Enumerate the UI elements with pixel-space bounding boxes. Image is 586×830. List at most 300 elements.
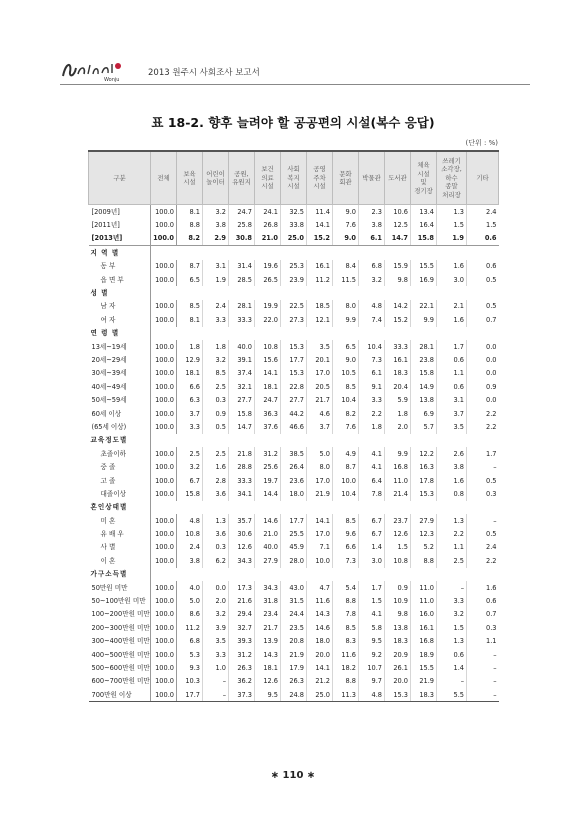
group-header-row xyxy=(89,434,499,447)
data-cell: 18.1 xyxy=(177,367,203,380)
data-cell: 10.3 xyxy=(177,675,203,688)
data-cell: 23.8 xyxy=(411,353,437,366)
column-header: 도서관 xyxy=(385,151,411,205)
data-cell: 1.7 xyxy=(359,581,385,594)
data-cell: 22.8 xyxy=(281,380,307,393)
table-row xyxy=(89,648,499,661)
table-row xyxy=(89,675,499,688)
data-cell: 18.2 xyxy=(333,661,359,674)
data-cell: 23.4 xyxy=(255,608,281,621)
data-cell: 3.0 xyxy=(437,273,467,286)
data-cell: 100.0 xyxy=(151,474,177,487)
data-cell: 28.0 xyxy=(281,554,307,567)
table-row xyxy=(89,447,499,460)
data-cell: 7.6 xyxy=(333,218,359,231)
data-cell: 3.9 xyxy=(203,621,229,634)
data-cell: 100.0 xyxy=(151,205,177,219)
data-cell: 2.0 xyxy=(385,420,411,433)
data-cell: 12.3 xyxy=(411,527,437,540)
data-cell: 24.8 xyxy=(281,688,307,702)
table-row xyxy=(89,635,499,648)
data-cell: – xyxy=(467,661,499,674)
data-cell: 24.7 xyxy=(255,393,281,406)
data-cell: 100.0 xyxy=(151,635,177,648)
data-cell: 3.8 xyxy=(177,554,203,567)
data-cell: 29.4 xyxy=(229,608,255,621)
row-label: 100~200만원 미만 xyxy=(89,608,151,621)
data-cell: 12.1 xyxy=(307,313,333,326)
data-cell: 1.9 xyxy=(437,232,467,246)
table-body xyxy=(89,205,499,702)
data-cell: 8.8 xyxy=(177,218,203,231)
data-cell: 18.1 xyxy=(255,380,281,393)
row-label: 50세~59세 xyxy=(89,393,151,406)
data-cell: 21.2 xyxy=(307,675,333,688)
data-cell: 1.7 xyxy=(467,447,499,460)
data-cell: 14.6 xyxy=(255,514,281,527)
table-row xyxy=(89,581,499,594)
table-row xyxy=(89,594,499,607)
data-cell: 17.9 xyxy=(281,661,307,674)
group-label: 혼인상태별 xyxy=(89,501,151,514)
data-cell: 9.9 xyxy=(411,313,437,326)
data-cell: 10.5 xyxy=(333,367,359,380)
data-cell: – xyxy=(467,688,499,702)
data-cell: 37.4 xyxy=(229,367,255,380)
data-cell: 15.9 xyxy=(385,260,411,273)
data-cell: 2.5 xyxy=(203,380,229,393)
data-cell: 15.8 xyxy=(411,367,437,380)
data-cell: 6.5 xyxy=(177,273,203,286)
data-cell: 11.2 xyxy=(177,621,203,634)
data-cell: 100.0 xyxy=(151,393,177,406)
data-cell: 100.0 xyxy=(151,367,177,380)
row-label: 읍 면 부 xyxy=(89,273,151,286)
table-row xyxy=(89,353,499,366)
data-cell: 14.3 xyxy=(307,608,333,621)
data-cell: 25.5 xyxy=(281,527,307,540)
data-cell: 10.4 xyxy=(359,340,385,353)
data-cell: 0.0 xyxy=(467,353,499,366)
data-cell: 0.0 xyxy=(467,367,499,380)
data-cell: 7.6 xyxy=(333,420,359,433)
table-row xyxy=(89,205,499,219)
data-cell: 10.9 xyxy=(385,594,411,607)
data-cell: 15.3 xyxy=(385,688,411,702)
table-row xyxy=(89,380,499,393)
data-cell: 15.8 xyxy=(177,487,203,500)
data-cell: 16.1 xyxy=(385,353,411,366)
data-cell: 8.1 xyxy=(177,313,203,326)
data-cell: 10.8 xyxy=(255,340,281,353)
data-cell: 100.0 xyxy=(151,661,177,674)
data-cell: 30.8 xyxy=(229,232,255,246)
data-cell: 18.0 xyxy=(281,487,307,500)
data-cell: 13.9 xyxy=(255,635,281,648)
data-cell: 23.5 xyxy=(281,621,307,634)
data-cell: 6.3 xyxy=(177,393,203,406)
data-cell: 15.5 xyxy=(411,260,437,273)
data-cell: 5.8 xyxy=(359,621,385,634)
data-cell: 2.6 xyxy=(437,447,467,460)
data-cell: 15.2 xyxy=(307,232,333,246)
data-cell: 0.5 xyxy=(467,474,499,487)
page-number: ∗ 110 ∗ xyxy=(270,770,316,781)
data-cell: 14.7 xyxy=(385,232,411,246)
data-cell: 18.3 xyxy=(385,635,411,648)
data-cell: 45.9 xyxy=(281,541,307,554)
data-cell: 100.0 xyxy=(151,340,177,353)
data-cell: 31.4 xyxy=(229,260,255,273)
data-cell: 13.8 xyxy=(385,621,411,634)
data-cell: 17.8 xyxy=(411,474,437,487)
data-cell: 15.2 xyxy=(385,313,411,326)
data-cell: 26.5 xyxy=(255,273,281,286)
data-cell: 5.0 xyxy=(177,594,203,607)
data-cell: 7.8 xyxy=(359,487,385,500)
data-cell: 2.5 xyxy=(177,447,203,460)
data-cell: 18.5 xyxy=(307,300,333,313)
data-cell: 9.0 xyxy=(333,353,359,366)
data-cell: 1.1 xyxy=(437,541,467,554)
row-label: 남 자 xyxy=(89,300,151,313)
data-cell: 23.7 xyxy=(385,514,411,527)
data-cell: 11.0 xyxy=(411,581,437,594)
group-spacer xyxy=(151,568,499,581)
group-header-row xyxy=(89,286,499,299)
data-cell: 39.1 xyxy=(229,353,255,366)
data-cell: 0.3 xyxy=(467,621,499,634)
group-label: 가구소득별 xyxy=(89,568,151,581)
data-cell: 0.5 xyxy=(467,300,499,313)
data-cell: 0.3 xyxy=(467,487,499,500)
data-cell: 2.2 xyxy=(467,554,499,567)
data-cell: 6.8 xyxy=(359,260,385,273)
data-cell: 2.5 xyxy=(203,447,229,460)
data-cell: 10.4 xyxy=(333,393,359,406)
row-label: [2013년] xyxy=(89,232,151,246)
data-cell: 7.3 xyxy=(359,353,385,366)
data-cell: 100.0 xyxy=(151,581,177,594)
data-cell: 2.4 xyxy=(467,541,499,554)
data-cell: 11.5 xyxy=(333,273,359,286)
data-cell: 1.3 xyxy=(437,635,467,648)
data-cell: 15.5 xyxy=(411,661,437,674)
group-header-row xyxy=(89,327,499,340)
data-cell: 100.0 xyxy=(151,608,177,621)
data-cell: 14.1 xyxy=(255,367,281,380)
data-cell: 2.1 xyxy=(437,300,467,313)
row-label: 50~100만원 미만 xyxy=(89,594,151,607)
data-cell: 5.2 xyxy=(411,541,437,554)
data-cell: 30.6 xyxy=(229,527,255,540)
data-cell: 3.2 xyxy=(437,608,467,621)
table-row xyxy=(89,474,499,487)
data-cell: 20.8 xyxy=(281,635,307,648)
data-cell: 5.7 xyxy=(411,420,437,433)
data-cell: 7.1 xyxy=(307,541,333,554)
column-header: 공영 주차 시설 xyxy=(307,151,333,205)
data-cell: 13.4 xyxy=(411,205,437,219)
data-cell: 6.7 xyxy=(177,474,203,487)
data-cell: 4.6 xyxy=(307,407,333,420)
data-cell: 6.8 xyxy=(177,635,203,648)
data-cell: – xyxy=(467,514,499,527)
data-cell: 3.2 xyxy=(177,460,203,473)
row-label: 20세~29세 xyxy=(89,353,151,366)
data-cell: 8.0 xyxy=(333,300,359,313)
data-cell: 3.3 xyxy=(177,420,203,433)
data-cell: 4.8 xyxy=(177,514,203,527)
data-cell: 2.2 xyxy=(467,420,499,433)
data-cell: 22.0 xyxy=(255,313,281,326)
data-cell: 6.2 xyxy=(203,554,229,567)
data-cell: 9.0 xyxy=(333,232,359,246)
data-cell: 27.7 xyxy=(281,393,307,406)
data-cell: 100.0 xyxy=(151,541,177,554)
data-cell: 1.8 xyxy=(385,407,411,420)
data-cell: 33.3 xyxy=(229,474,255,487)
data-cell: 32.5 xyxy=(281,205,307,219)
data-cell: 1.6 xyxy=(437,260,467,273)
row-label: 13세~19세 xyxy=(89,340,151,353)
data-cell: 2.4 xyxy=(467,205,499,219)
data-cell: 2.4 xyxy=(203,300,229,313)
data-cell: 1.5 xyxy=(359,594,385,607)
data-cell: 21.0 xyxy=(255,232,281,246)
table-row xyxy=(89,260,499,273)
data-cell: 12.9 xyxy=(177,353,203,366)
data-cell: 100.0 xyxy=(151,380,177,393)
row-label: 중 졸 xyxy=(89,460,151,473)
table-row xyxy=(89,661,499,674)
data-cell: 31.5 xyxy=(281,594,307,607)
data-cell: 3.7 xyxy=(307,420,333,433)
data-cell: 15.3 xyxy=(281,340,307,353)
data-cell: 14.9 xyxy=(411,380,437,393)
data-cell: 28.8 xyxy=(229,460,255,473)
data-cell: 34.1 xyxy=(229,487,255,500)
data-cell: 16.9 xyxy=(411,273,437,286)
data-cell: 4.1 xyxy=(359,447,385,460)
data-cell: 6.1 xyxy=(359,367,385,380)
data-cell: 8.8 xyxy=(333,675,359,688)
table-row xyxy=(89,460,499,473)
table-header-row xyxy=(89,151,499,205)
data-cell: 10.8 xyxy=(385,554,411,567)
data-cell: 26.8 xyxy=(255,218,281,231)
data-cell: 13.8 xyxy=(411,393,437,406)
data-cell: 20.9 xyxy=(385,648,411,661)
data-cell: 28.5 xyxy=(229,273,255,286)
column-header: 체육 시설 및 경기장 xyxy=(411,151,437,205)
data-cell: 2.2 xyxy=(359,407,385,420)
unit-label: (단위 : %) xyxy=(465,139,498,147)
data-cell: 6.1 xyxy=(359,232,385,246)
data-cell: 100.0 xyxy=(151,447,177,460)
data-cell: 15.8 xyxy=(411,232,437,246)
row-label: 200~300만원 미만 xyxy=(89,621,151,634)
data-cell: 8.5 xyxy=(203,367,229,380)
table-row xyxy=(89,554,499,567)
data-cell: 16.4 xyxy=(411,218,437,231)
data-cell: 3.7 xyxy=(437,407,467,420)
data-cell: 10.7 xyxy=(359,661,385,674)
row-label: 60세 이상 xyxy=(89,407,151,420)
column-header: 박물관 xyxy=(359,151,385,205)
data-cell: 36.2 xyxy=(229,675,255,688)
row-label: [2009년] xyxy=(89,205,151,219)
column-header: 공원, 유원지 xyxy=(229,151,255,205)
data-cell: 4.8 xyxy=(359,300,385,313)
data-cell: 40.0 xyxy=(229,340,255,353)
data-cell: 16.1 xyxy=(307,260,333,273)
data-cell: 6.5 xyxy=(333,340,359,353)
data-cell: 19.6 xyxy=(255,260,281,273)
data-cell: 5.4 xyxy=(333,581,359,594)
data-cell: 12.6 xyxy=(255,675,281,688)
data-cell: 9.6 xyxy=(333,527,359,540)
data-cell: 10.8 xyxy=(177,527,203,540)
group-label: 지 역 별 xyxy=(89,246,151,260)
data-cell: 21.9 xyxy=(411,675,437,688)
data-cell: 6.9 xyxy=(411,407,437,420)
data-cell: 17.0 xyxy=(307,527,333,540)
data-cell: 18.0 xyxy=(307,635,333,648)
column-header: 사회 복지 시설 xyxy=(281,151,307,205)
data-cell: 23.9 xyxy=(281,273,307,286)
data-cell: 0.9 xyxy=(385,581,411,594)
data-cell: 1.3 xyxy=(437,514,467,527)
data-cell: 8.0 xyxy=(307,460,333,473)
data-cell: 28.1 xyxy=(411,340,437,353)
data-cell: 44.2 xyxy=(281,407,307,420)
data-cell: 4.1 xyxy=(359,460,385,473)
data-cell: 100.0 xyxy=(151,407,177,420)
data-cell: 4.8 xyxy=(359,688,385,702)
data-cell: 8.2 xyxy=(177,232,203,246)
data-cell: 22.5 xyxy=(281,300,307,313)
data-cell: 0.6 xyxy=(437,380,467,393)
data-cell: 21.4 xyxy=(385,487,411,500)
data-cell: 2.2 xyxy=(437,527,467,540)
data-cell: 100.0 xyxy=(151,300,177,313)
table-row xyxy=(89,407,499,420)
data-cell: 32.7 xyxy=(229,621,255,634)
data-cell: 14.3 xyxy=(255,648,281,661)
data-cell: 8.4 xyxy=(333,260,359,273)
table-row xyxy=(89,621,499,634)
group-header-row xyxy=(89,568,499,581)
data-cell: 0.6 xyxy=(467,260,499,273)
data-cell: 14.6 xyxy=(307,621,333,634)
data-cell: 26.4 xyxy=(281,460,307,473)
table-row xyxy=(89,420,499,433)
data-cell: 7.8 xyxy=(333,608,359,621)
data-cell: 43.0 xyxy=(281,581,307,594)
data-cell: 9.1 xyxy=(359,380,385,393)
data-cell: 4.0 xyxy=(177,581,203,594)
data-cell: 100.0 xyxy=(151,353,177,366)
data-cell: 11.6 xyxy=(307,594,333,607)
table-row xyxy=(89,340,499,353)
table-row xyxy=(89,541,499,554)
data-cell: 9.8 xyxy=(385,273,411,286)
data-cell: 26.3 xyxy=(229,661,255,674)
data-cell: 0.5 xyxy=(203,420,229,433)
data-cell: 31.8 xyxy=(255,594,281,607)
data-cell: 0.9 xyxy=(203,407,229,420)
row-label: 30세~39세 xyxy=(89,367,151,380)
data-cell: 100.0 xyxy=(151,594,177,607)
data-cell: 12.2 xyxy=(411,447,437,460)
data-cell: 33.3 xyxy=(229,313,255,326)
data-cell: 0.3 xyxy=(203,541,229,554)
data-cell: 22.1 xyxy=(411,300,437,313)
data-cell: 10.6 xyxy=(385,205,411,219)
data-cell: 17.0 xyxy=(307,474,333,487)
table-row xyxy=(89,300,499,313)
data-cell: 11.3 xyxy=(333,688,359,702)
data-cell: 100.0 xyxy=(151,688,177,702)
row-label: 400~500만원 미만 xyxy=(89,648,151,661)
table-row xyxy=(89,232,499,246)
data-cell: 1.5 xyxy=(437,621,467,634)
data-cell: 14.1 xyxy=(307,218,333,231)
data-cell: 3.1 xyxy=(203,260,229,273)
data-cell: 1.5 xyxy=(467,218,499,231)
data-cell: 15.3 xyxy=(411,487,437,500)
data-cell: 1.8 xyxy=(359,420,385,433)
data-cell: 11.6 xyxy=(333,648,359,661)
data-cell: 3.0 xyxy=(359,554,385,567)
data-cell: 1.8 xyxy=(177,340,203,353)
data-cell: 8.2 xyxy=(333,407,359,420)
table-row xyxy=(89,313,499,326)
data-cell: – xyxy=(437,581,467,594)
data-cell: 6.6 xyxy=(333,541,359,554)
data-cell: 2.3 xyxy=(359,205,385,219)
row-label: 미 혼 xyxy=(89,514,151,527)
data-cell: 21.7 xyxy=(307,393,333,406)
row-label: 대졸이상 xyxy=(89,487,151,500)
row-label: 300~400만원 미만 xyxy=(89,635,151,648)
data-cell: 1.0 xyxy=(203,661,229,674)
data-cell: 1.5 xyxy=(437,218,467,231)
data-cell: 100.0 xyxy=(151,675,177,688)
data-cell: – xyxy=(467,648,499,661)
data-cell: 100.0 xyxy=(151,232,177,246)
row-label: 600~700만원 미만 xyxy=(89,675,151,688)
data-cell: 1.1 xyxy=(437,367,467,380)
column-header: 구분 xyxy=(89,151,151,205)
data-cell: 1.3 xyxy=(203,514,229,527)
data-cell: 9.3 xyxy=(177,661,203,674)
data-cell: 3.2 xyxy=(203,205,229,219)
svg-text:Wonju: Wonju xyxy=(104,77,120,82)
data-cell: 16.1 xyxy=(411,621,437,634)
data-cell: 16.0 xyxy=(411,608,437,621)
row-label: (65세 이상) xyxy=(89,420,151,433)
data-cell: 1.6 xyxy=(437,313,467,326)
data-cell: 21.9 xyxy=(307,487,333,500)
data-cell: – xyxy=(467,460,499,473)
data-cell: 9.5 xyxy=(359,635,385,648)
data-cell: 20.0 xyxy=(307,648,333,661)
column-header: 보육 시설 xyxy=(177,151,203,205)
data-cell: 0.0 xyxy=(467,393,499,406)
data-cell: 3.6 xyxy=(203,487,229,500)
